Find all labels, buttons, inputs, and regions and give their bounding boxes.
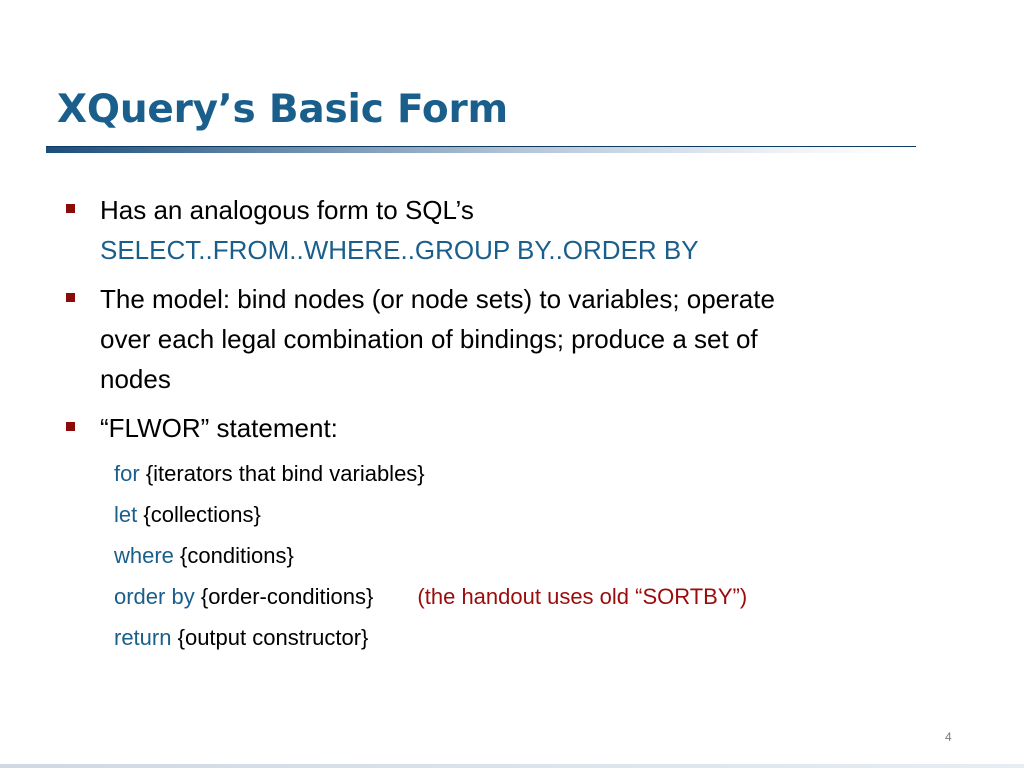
square-bullet-icon: [66, 422, 75, 431]
flwor-line-order-by: [114, 576, 946, 617]
footer-divider: [0, 764, 1024, 768]
bullet-text-line: nodes: [100, 364, 171, 394]
flwor-keyword: order by: [114, 584, 195, 609]
bullet-text-line: over each legal combination of bindings; produce a set of: [100, 324, 758, 354]
flwor-clause-text: {collections}: [143, 502, 261, 527]
bullet-item: [66, 408, 946, 448]
bullet-item: [66, 190, 946, 270]
square-bullet-icon: [66, 293, 75, 302]
flwor-clause-text: {iterators that bind variables}: [145, 461, 425, 486]
flwor-clause-text: {order-conditions}: [200, 584, 374, 609]
flwor-keyword: where: [114, 543, 174, 568]
sql-clause-text: SELECT..FROM..WHERE..GROUP BY..ORDER BY: [100, 235, 699, 265]
bullet-text-line: “FLWOR” statement:: [100, 413, 338, 443]
flwor-clause-text: {conditions}: [180, 543, 294, 568]
flwor-line-where: [114, 535, 946, 576]
flwor-keyword: return: [114, 625, 172, 650]
flwor-keyword: let: [114, 502, 138, 527]
slide-title: XQuery’s Basic Form: [57, 87, 508, 132]
flwor-line-for: [114, 453, 946, 494]
flwor-clause-text: {output constructor}: [177, 625, 369, 650]
bullet-text-line: Has an analogous form to SQL’s: [100, 195, 474, 225]
bullet-text-line: The model: bind nodes (or node sets) to variables; operate: [100, 284, 775, 314]
square-bullet-icon: [66, 204, 75, 213]
flwor-keyword: for: [114, 461, 140, 486]
page-number: 4: [945, 730, 952, 744]
bullet-item: [66, 279, 946, 399]
flwor-line-return: [114, 617, 946, 658]
slide-content: [66, 190, 946, 658]
handout-note: (the handout uses old “SORTBY”): [417, 584, 748, 609]
flwor-clause-list: [66, 453, 946, 658]
flwor-line-let: [114, 494, 946, 535]
title-divider: [46, 146, 916, 153]
